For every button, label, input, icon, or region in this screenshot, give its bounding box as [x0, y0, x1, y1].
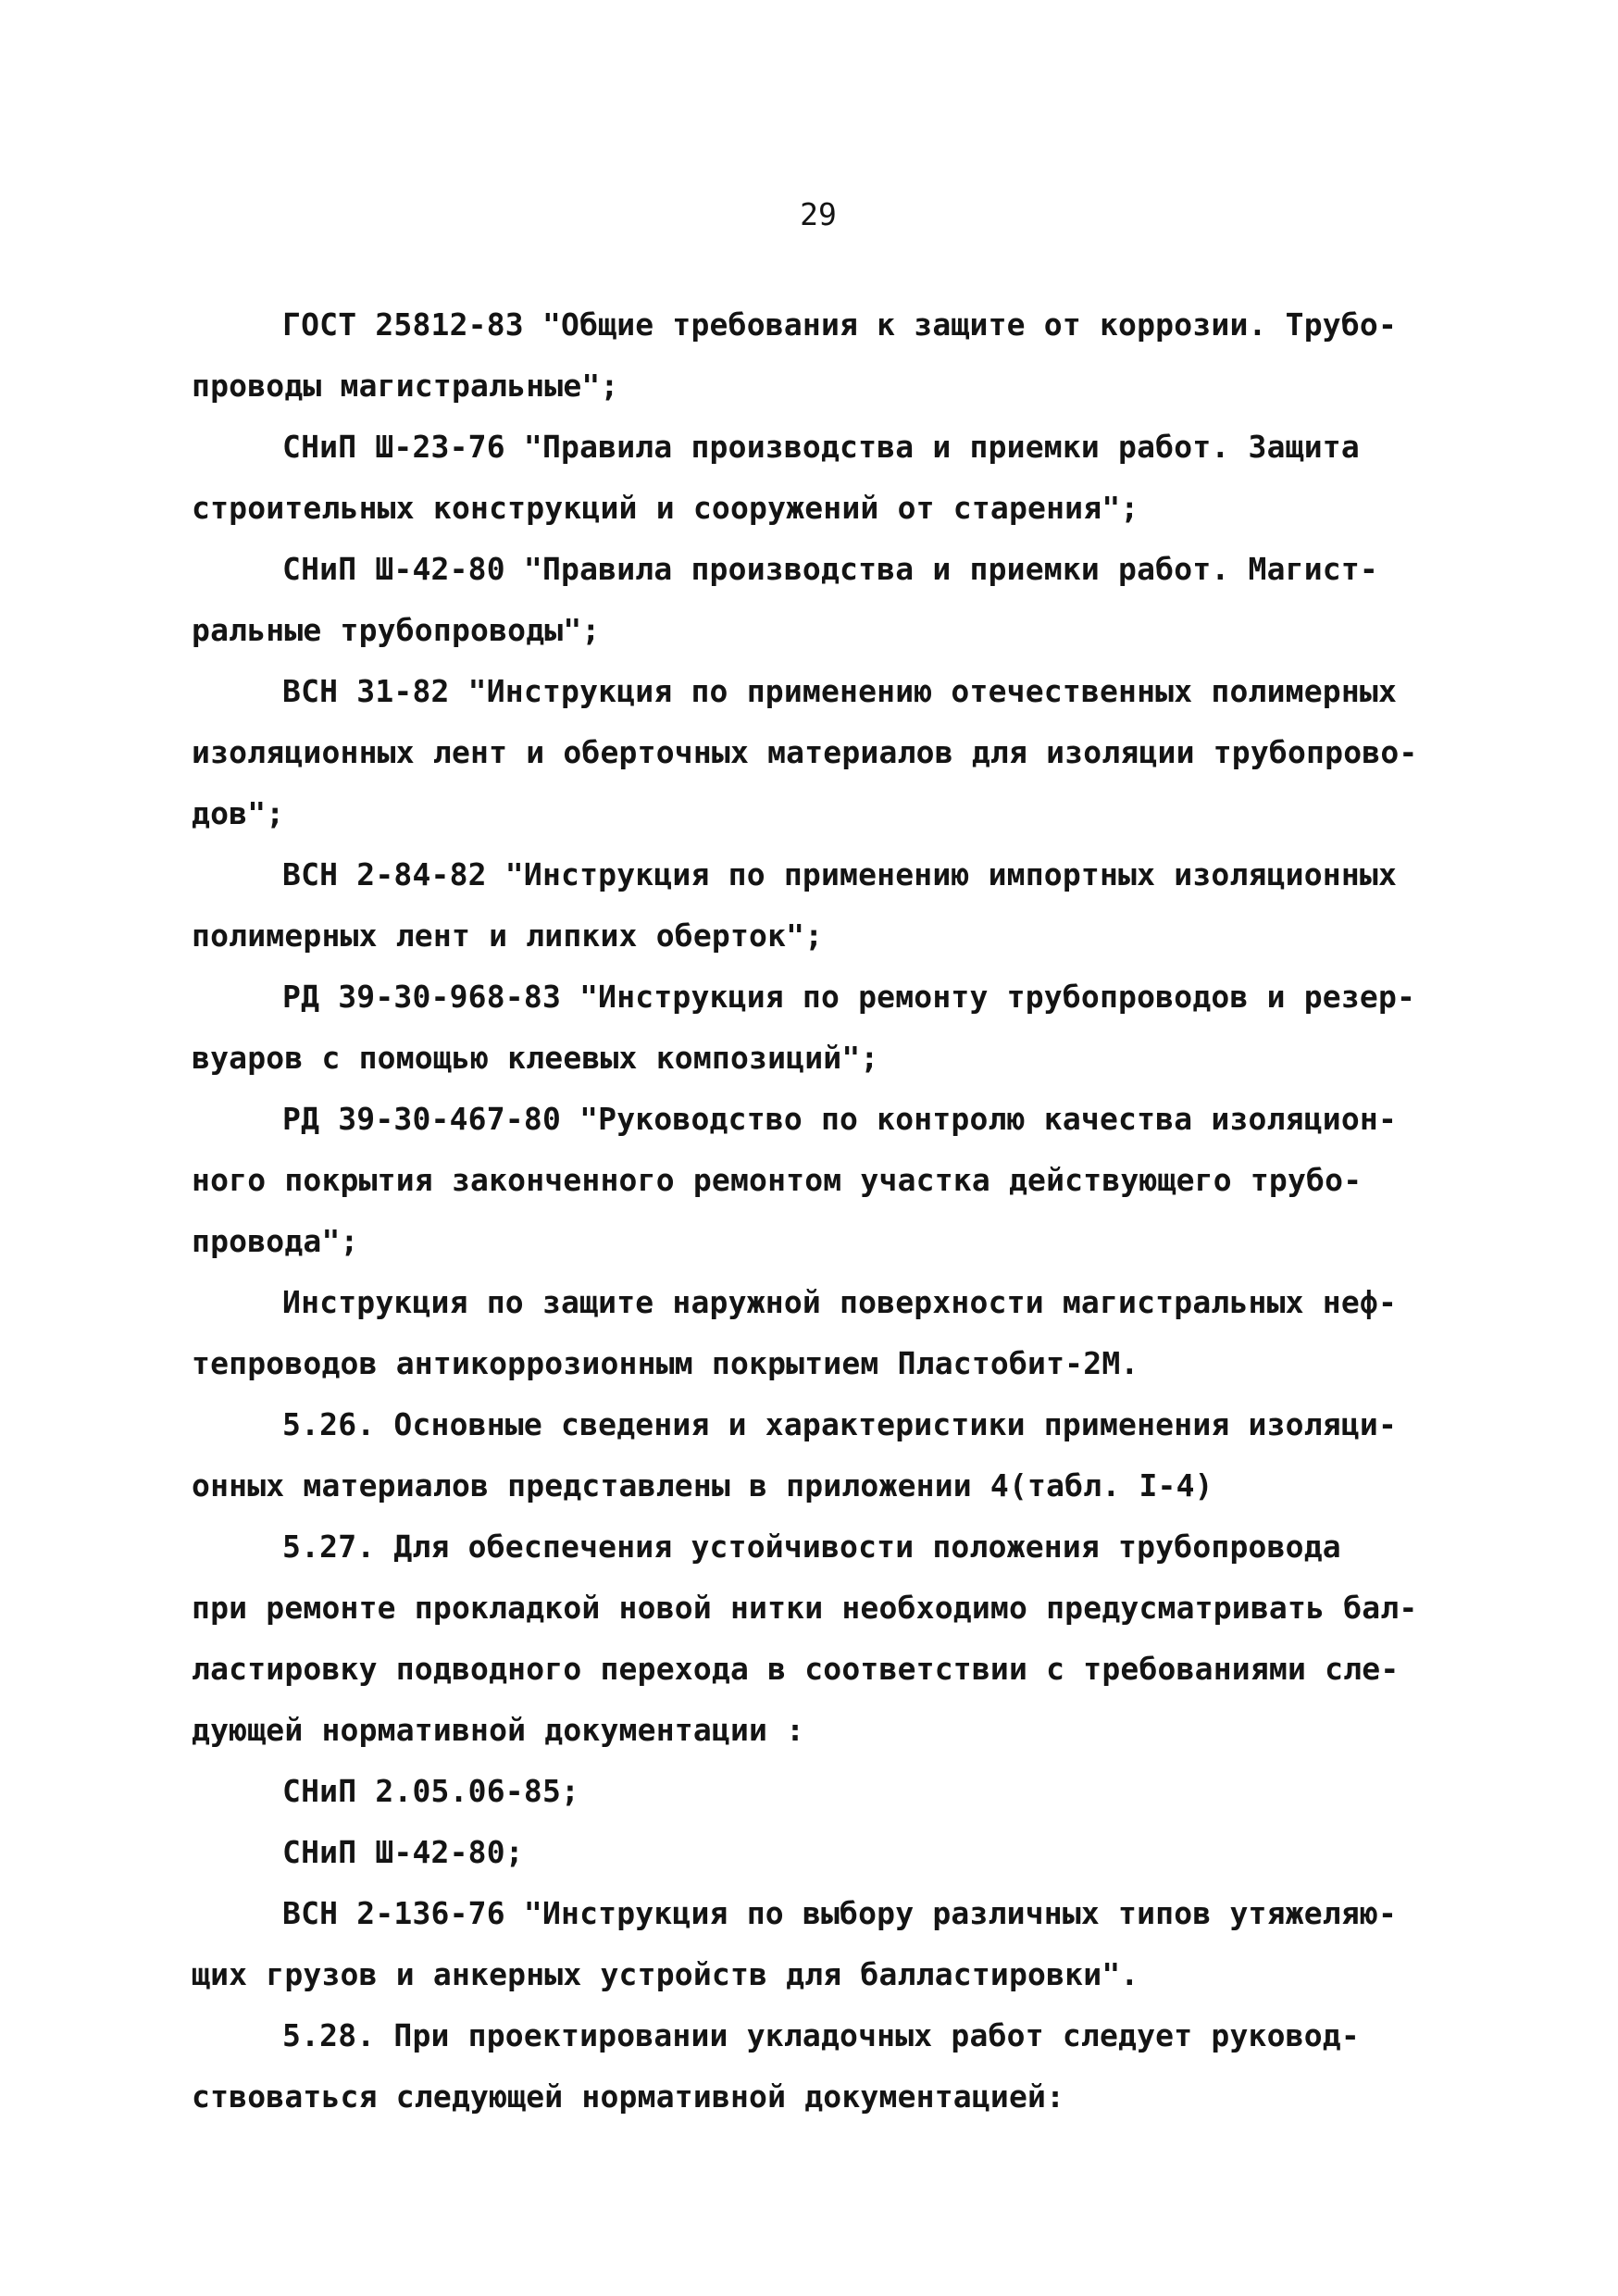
text-line: дующей нормативной документации : [192, 1712, 805, 1748]
paragraph [192, 844, 1437, 967]
text-line: ВСН 2-84-82 "Инструкция по применению импортных изоляционных [282, 856, 1398, 892]
text-line: ГОСТ 25812-83 "Общие требования к защите от коррозии. Трубо- [282, 306, 1398, 343]
text-line: онных материалов представлены в приложении 4(табл. I-4) [192, 1467, 1214, 1504]
paragraph [192, 539, 1437, 661]
text-line: при ремонте прокладкой новой нитки необходимо предусматривать бал- [192, 1590, 1418, 1626]
text-line: ральные трубопроводы"; [192, 612, 601, 648]
document-body [192, 294, 1437, 2128]
text-line: РД 39-30-968-83 "Инструкция по ремонту трубопроводов и резер- [282, 979, 1416, 1015]
text-line: 5.26. Основные сведения и характеристики применения изоляци- [282, 1406, 1398, 1442]
paragraph [192, 1394, 1437, 1516]
paragraph [192, 294, 1437, 417]
text-line: строительных конструкций и сооружений от старения"; [192, 490, 1139, 526]
text-line: вуаров с помощью клеевых композиций"; [192, 1040, 879, 1076]
text-line: 5.27. Для обеспечения устойчивости положения трубопровода [282, 1529, 1341, 1565]
paragraph [192, 1883, 1437, 2005]
text-line: СНиП Ш-42-80 "Правила производства и приемки работ. Магист- [282, 551, 1378, 587]
text-line: 5.28. При проектировании укладочных работ следует руковод- [282, 2017, 1360, 2053]
text-line: изоляционных лент и оберточных материалов для изоляции трубопрово- [192, 734, 1418, 770]
text-line: дов"; [192, 795, 285, 831]
text-line: проводы магистральные"; [192, 368, 619, 404]
text-line: тепроводов антикоррозионным покрытием Пластобит-2М. [192, 1345, 1139, 1381]
text-line: ластировку подводного перехода в соответствии с требованиями сле- [192, 1651, 1400, 1687]
text-line: СНиП 2.05.06-85; [282, 1773, 580, 1809]
paragraph [192, 1516, 1437, 1761]
text-line: РД 39-30-467-80 "Руководство по контролю качества изоляцион- [282, 1101, 1398, 1137]
paragraph [192, 967, 1437, 1089]
text-line: СНиП Ш-23-76 "Правила производства и приемки работ. Защита [282, 429, 1360, 465]
text-line: полимерных лент и липких оберток"; [192, 917, 824, 954]
paragraph [192, 661, 1437, 844]
text-line: щих грузов и анкерных устройств для балластировки". [192, 1956, 1139, 1992]
paragraph [192, 2005, 1437, 2128]
paragraph [192, 1089, 1437, 1272]
text-line: ного покрытия законченного ремонтом участка действующего трубо- [192, 1162, 1363, 1198]
text-line: Инструкция по защите наружной поверхности магистральных неф- [282, 1284, 1398, 1320]
paragraph [192, 1761, 1437, 1822]
paragraph [192, 417, 1437, 539]
paragraph [192, 1272, 1437, 1394]
text-line: провода"; [192, 1223, 359, 1259]
text-line: ствоваться следующей нормативной документацией: [192, 2078, 1065, 2115]
page-number: 29 [800, 196, 837, 232]
paragraph [192, 1822, 1437, 1883]
text-line: ВСН 31-82 "Инструкция по применению отечественных полимерных [282, 673, 1398, 709]
text-line: СНиП Ш-42-80; [282, 1834, 524, 1870]
text-line: ВСН 2-136-76 "Инструкция по выбору различных типов утяжеляю- [282, 1895, 1398, 1931]
